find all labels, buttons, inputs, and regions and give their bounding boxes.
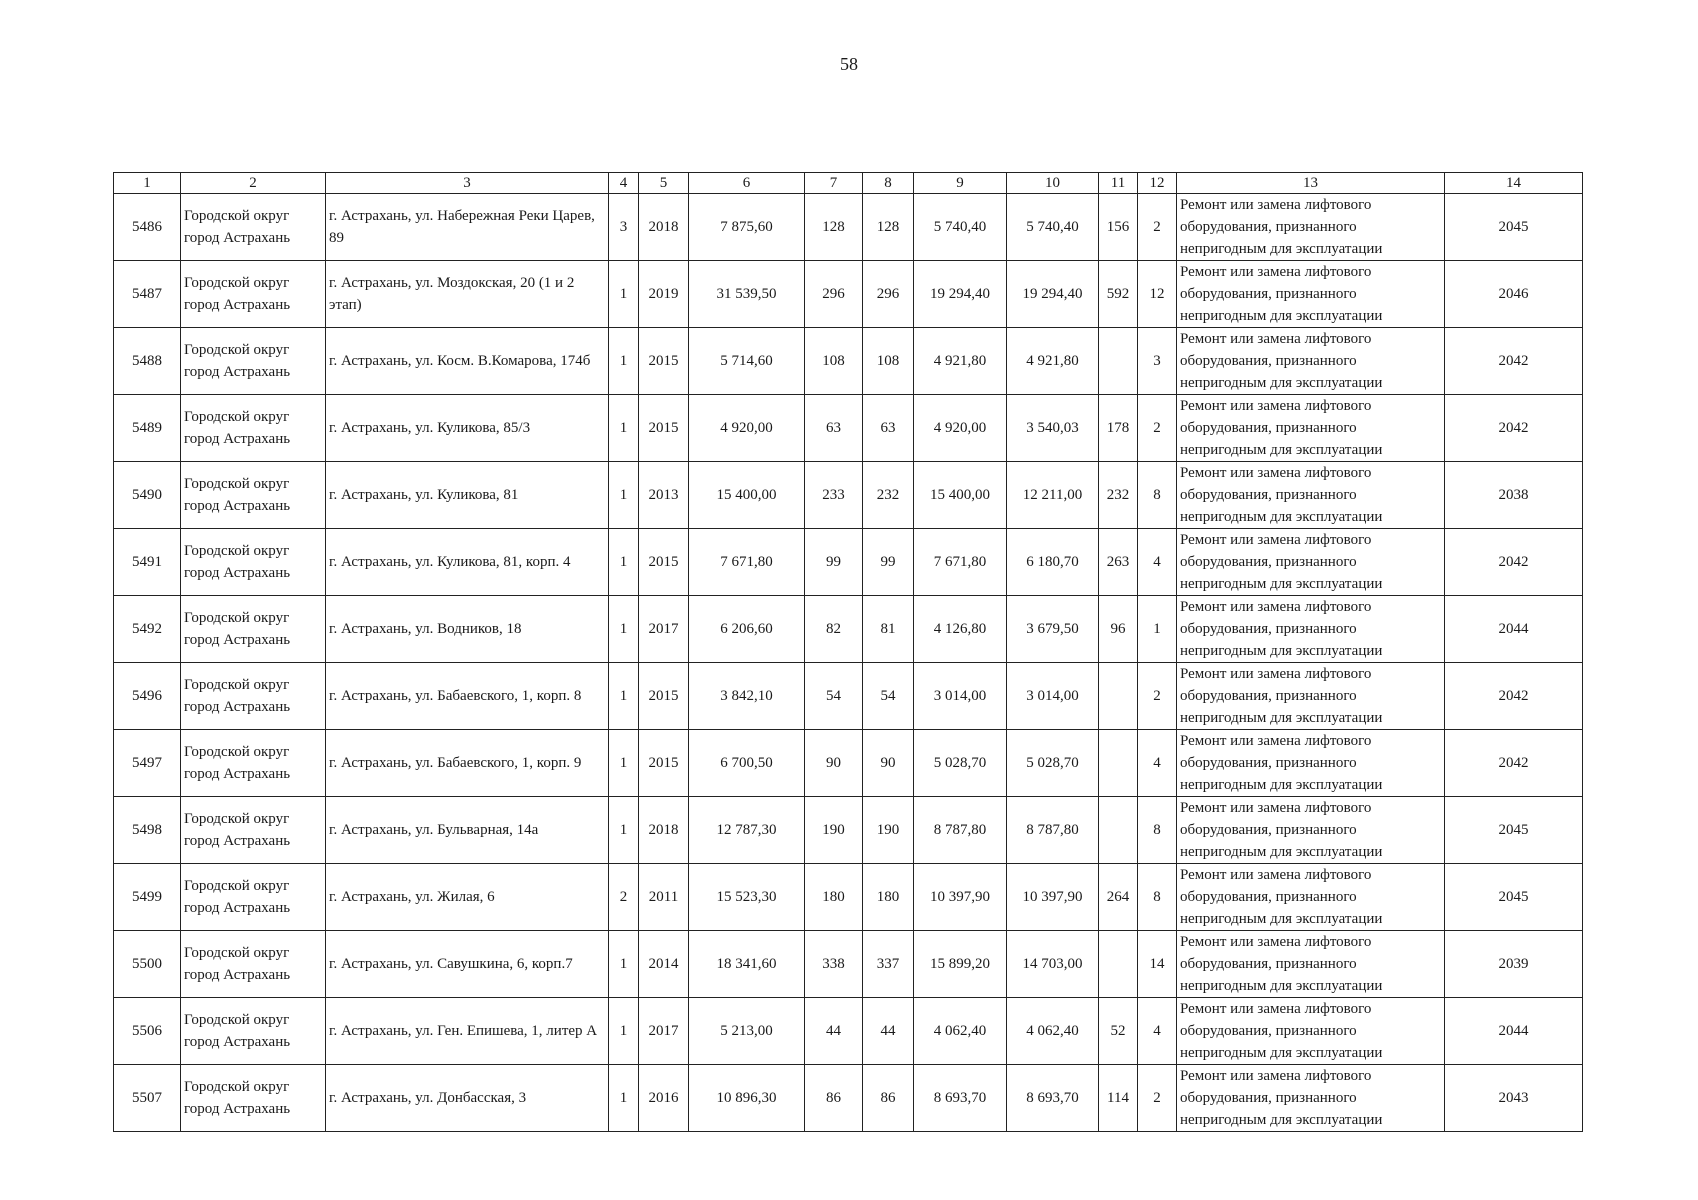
cell-planned-year: 2044 <box>1445 596 1583 663</box>
cell-row-number: 5488 <box>114 328 181 395</box>
cell-living-area: 4 062,40 <box>914 998 1007 1065</box>
cell-address: г. Астрахань, ул. Куликова, 81, корп. 4 <box>326 529 609 596</box>
cell-municipality: Городской округ город Астрахань <box>181 194 326 261</box>
table-row <box>114 596 1583 663</box>
cell-living-area: 5 028,70 <box>914 730 1007 797</box>
column-header-2: 2 <box>181 173 326 194</box>
cell-residents: 63 <box>805 395 863 462</box>
column-header-11: 11 <box>1099 173 1138 194</box>
cell-living-area: 4 921,80 <box>914 328 1007 395</box>
cell-row-number: 5486 <box>114 194 181 261</box>
cell-elevator-count: 4 <box>1138 998 1177 1065</box>
cell-elevator-count: 8 <box>1138 797 1177 864</box>
cell-municipality: Городской округ город Астрахань <box>181 998 326 1065</box>
cell-non-residential-area <box>1099 663 1138 730</box>
cell-non-residential-area: 232 <box>1099 462 1138 529</box>
cell-municipality: Городской округ город Астрахань <box>181 529 326 596</box>
capital-repair-table <box>113 172 1583 1132</box>
cell-living-area: 8 693,70 <box>914 1065 1007 1132</box>
cell-private-area: 19 294,40 <box>1007 261 1099 328</box>
cell-municipality: Городской округ город Астрахань <box>181 931 326 998</box>
cell-row-number: 5497 <box>114 730 181 797</box>
table-row <box>114 194 1583 261</box>
cell-residents: 108 <box>805 328 863 395</box>
cell-private-area: 3 679,50 <box>1007 596 1099 663</box>
cell-year: 2014 <box>639 931 689 998</box>
cell-address: г. Астрахань, ул. Моздокская, 20 (1 и 2 этап) <box>326 261 609 328</box>
cell-living-area: 7 671,80 <box>914 529 1007 596</box>
cell-private-area: 14 703,00 <box>1007 931 1099 998</box>
cell-total-area: 5 213,00 <box>689 998 805 1065</box>
cell-non-residential-area <box>1099 328 1138 395</box>
cell-total-area: 15 400,00 <box>689 462 805 529</box>
cell-municipality: Городской округ город Астрахань <box>181 261 326 328</box>
cell-residents: 128 <box>805 194 863 261</box>
cell-year: 2019 <box>639 261 689 328</box>
column-header-3: 3 <box>326 173 609 194</box>
cell-work-type: Ремонт или замена лифтового оборудования, признанного непригодным для эксплуатации <box>1177 663 1445 730</box>
cell-residents: 86 <box>805 1065 863 1132</box>
cell-non-residential-area <box>1099 730 1138 797</box>
cell-apartments: 54 <box>863 663 914 730</box>
cell-municipality: Городской округ город Астрахань <box>181 596 326 663</box>
cell-work-type: Ремонт или замена лифтового оборудования, признанного непригодным для эксплуатации <box>1177 864 1445 931</box>
cell-row-number: 5500 <box>114 931 181 998</box>
cell-planned-year: 2039 <box>1445 931 1583 998</box>
cell-planned-year: 2042 <box>1445 395 1583 462</box>
cell-elevator-count: 2 <box>1138 395 1177 462</box>
cell-residents: 99 <box>805 529 863 596</box>
cell-non-residential-area <box>1099 797 1138 864</box>
cell-row-number: 5491 <box>114 529 181 596</box>
cell-year: 2018 <box>639 797 689 864</box>
cell-living-area: 4 126,80 <box>914 596 1007 663</box>
column-header-6: 6 <box>689 173 805 194</box>
cell-address: г. Астрахань, ул. Куликова, 81 <box>326 462 609 529</box>
cell-non-residential-area: 156 <box>1099 194 1138 261</box>
table-row <box>114 931 1583 998</box>
cell-apartments: 337 <box>863 931 914 998</box>
cell-planned-year: 2043 <box>1445 1065 1583 1132</box>
cell-category: 1 <box>609 596 639 663</box>
cell-address: г. Астрахань, ул. Ген. Епишева, 1, литер А <box>326 998 609 1065</box>
cell-work-type: Ремонт или замена лифтового оборудования, признанного непригодным для эксплуатации <box>1177 730 1445 797</box>
cell-address: г. Астрахань, ул. Жилая, 6 <box>326 864 609 931</box>
cell-planned-year: 2042 <box>1445 529 1583 596</box>
column-header-14: 14 <box>1445 173 1583 194</box>
cell-residents: 338 <box>805 931 863 998</box>
cell-planned-year: 2045 <box>1445 864 1583 931</box>
cell-non-residential-area: 592 <box>1099 261 1138 328</box>
cell-category: 1 <box>609 261 639 328</box>
cell-work-type: Ремонт или замена лифтового оборудования, признанного непригодным для эксплуатации <box>1177 261 1445 328</box>
cell-address: г. Астрахань, ул. Косм. В.Комарова, 174б <box>326 328 609 395</box>
table-row <box>114 395 1583 462</box>
cell-row-number: 5487 <box>114 261 181 328</box>
cell-elevator-count: 2 <box>1138 1065 1177 1132</box>
cell-private-area: 6 180,70 <box>1007 529 1099 596</box>
cell-living-area: 19 294,40 <box>914 261 1007 328</box>
cell-total-area: 3 842,10 <box>689 663 805 730</box>
cell-apartments: 180 <box>863 864 914 931</box>
cell-living-area: 3 014,00 <box>914 663 1007 730</box>
cell-address: г. Астрахань, ул. Набережная Реки Царев, 89 <box>326 194 609 261</box>
cell-work-type: Ремонт или замена лифтового оборудования, признанного непригодным для эксплуатации <box>1177 328 1445 395</box>
cell-private-area: 5 028,70 <box>1007 730 1099 797</box>
cell-apartments: 63 <box>863 395 914 462</box>
cell-planned-year: 2038 <box>1445 462 1583 529</box>
cell-non-residential-area <box>1099 931 1138 998</box>
cell-year: 2015 <box>639 730 689 797</box>
cell-non-residential-area: 264 <box>1099 864 1138 931</box>
cell-row-number: 5492 <box>114 596 181 663</box>
cell-category: 1 <box>609 797 639 864</box>
cell-residents: 44 <box>805 998 863 1065</box>
cell-private-area: 5 740,40 <box>1007 194 1099 261</box>
cell-row-number: 5499 <box>114 864 181 931</box>
cell-private-area: 4 921,80 <box>1007 328 1099 395</box>
cell-address: г. Астрахань, ул. Бульварная, 14а <box>326 797 609 864</box>
column-header-8: 8 <box>863 173 914 194</box>
cell-residents: 82 <box>805 596 863 663</box>
cell-category: 1 <box>609 931 639 998</box>
cell-row-number: 5489 <box>114 395 181 462</box>
column-number-row <box>114 173 1583 194</box>
cell-category: 1 <box>609 998 639 1065</box>
cell-living-area: 15 899,20 <box>914 931 1007 998</box>
cell-residents: 54 <box>805 663 863 730</box>
cell-year: 2015 <box>639 395 689 462</box>
table-row <box>114 328 1583 395</box>
cell-total-area: 18 341,60 <box>689 931 805 998</box>
cell-non-residential-area: 52 <box>1099 998 1138 1065</box>
table-row <box>114 797 1583 864</box>
cell-non-residential-area: 96 <box>1099 596 1138 663</box>
cell-year: 2015 <box>639 529 689 596</box>
cell-municipality: Городской округ город Астрахань <box>181 328 326 395</box>
page-number: 58 <box>840 54 858 74</box>
column-header-5: 5 <box>639 173 689 194</box>
cell-planned-year: 2045 <box>1445 194 1583 261</box>
cell-year: 2018 <box>639 194 689 261</box>
table-header <box>114 173 1583 194</box>
cell-elevator-count: 4 <box>1138 730 1177 797</box>
table-body <box>114 194 1583 1132</box>
cell-apartments: 128 <box>863 194 914 261</box>
table-row <box>114 529 1583 596</box>
cell-apartments: 232 <box>863 462 914 529</box>
cell-year: 2015 <box>639 328 689 395</box>
column-header-1: 1 <box>114 173 181 194</box>
cell-elevator-count: 8 <box>1138 462 1177 529</box>
cell-total-area: 15 523,30 <box>689 864 805 931</box>
cell-private-area: 3 540,03 <box>1007 395 1099 462</box>
table-row <box>114 663 1583 730</box>
cell-planned-year: 2042 <box>1445 328 1583 395</box>
cell-category: 3 <box>609 194 639 261</box>
cell-non-residential-area: 178 <box>1099 395 1138 462</box>
cell-total-area: 31 539,50 <box>689 261 805 328</box>
cell-residents: 296 <box>805 261 863 328</box>
cell-address: г. Астрахань, ул. Водников, 18 <box>326 596 609 663</box>
cell-living-area: 10 397,90 <box>914 864 1007 931</box>
cell-work-type: Ремонт или замена лифтового оборудования, признанного непригодным для эксплуатации <box>1177 931 1445 998</box>
cell-address: г. Астрахань, ул. Савушкина, 6, корп.7 <box>326 931 609 998</box>
cell-apartments: 190 <box>863 797 914 864</box>
cell-elevator-count: 12 <box>1138 261 1177 328</box>
cell-apartments: 86 <box>863 1065 914 1132</box>
table-row <box>114 998 1583 1065</box>
column-header-7: 7 <box>805 173 863 194</box>
cell-municipality: Городской округ город Астрахань <box>181 797 326 864</box>
cell-year: 2015 <box>639 663 689 730</box>
cell-category: 1 <box>609 663 639 730</box>
cell-address: г. Астрахань, ул. Куликова, 85/3 <box>326 395 609 462</box>
cell-category: 1 <box>609 462 639 529</box>
cell-private-area: 8 787,80 <box>1007 797 1099 864</box>
cell-work-type: Ремонт или замена лифтового оборудования, признанного непригодным для эксплуатации <box>1177 194 1445 261</box>
cell-non-residential-area: 114 <box>1099 1065 1138 1132</box>
cell-apartments: 44 <box>863 998 914 1065</box>
cell-municipality: Городской округ город Астрахань <box>181 730 326 797</box>
cell-municipality: Городской округ город Астрахань <box>181 1065 326 1132</box>
table-row <box>114 864 1583 931</box>
cell-municipality: Городской округ город Астрахань <box>181 663 326 730</box>
cell-elevator-count: 8 <box>1138 864 1177 931</box>
cell-living-area: 5 740,40 <box>914 194 1007 261</box>
cell-category: 1 <box>609 529 639 596</box>
cell-living-area: 4 920,00 <box>914 395 1007 462</box>
cell-living-area: 8 787,80 <box>914 797 1007 864</box>
cell-total-area: 6 206,60 <box>689 596 805 663</box>
cell-planned-year: 2046 <box>1445 261 1583 328</box>
table-row <box>114 730 1583 797</box>
cell-living-area: 15 400,00 <box>914 462 1007 529</box>
cell-year: 2016 <box>639 1065 689 1132</box>
cell-planned-year: 2044 <box>1445 998 1583 1065</box>
cell-private-area: 8 693,70 <box>1007 1065 1099 1132</box>
cell-work-type: Ремонт или замена лифтового оборудования, признанного непригодным для эксплуатации <box>1177 395 1445 462</box>
cell-address: г. Астрахань, ул. Донбасская, 3 <box>326 1065 609 1132</box>
table-row <box>114 462 1583 529</box>
cell-year: 2013 <box>639 462 689 529</box>
cell-category: 1 <box>609 730 639 797</box>
cell-category: 2 <box>609 864 639 931</box>
cell-planned-year: 2045 <box>1445 797 1583 864</box>
cell-year: 2017 <box>639 596 689 663</box>
cell-private-area: 4 062,40 <box>1007 998 1099 1065</box>
cell-elevator-count: 14 <box>1138 931 1177 998</box>
cell-work-type: Ремонт или замена лифтового оборудования, признанного непригодным для эксплуатации <box>1177 462 1445 529</box>
cell-row-number: 5496 <box>114 663 181 730</box>
cell-elevator-count: 2 <box>1138 194 1177 261</box>
cell-residents: 233 <box>805 462 863 529</box>
cell-row-number: 5490 <box>114 462 181 529</box>
table-row <box>114 261 1583 328</box>
cell-apartments: 296 <box>863 261 914 328</box>
cell-total-area: 7 671,80 <box>689 529 805 596</box>
cell-residents: 190 <box>805 797 863 864</box>
cell-total-area: 12 787,30 <box>689 797 805 864</box>
cell-municipality: Городской округ город Астрахань <box>181 395 326 462</box>
cell-row-number: 5498 <box>114 797 181 864</box>
cell-municipality: Городской округ город Астрахань <box>181 462 326 529</box>
column-header-10: 10 <box>1007 173 1099 194</box>
cell-apartments: 90 <box>863 730 914 797</box>
cell-non-residential-area: 263 <box>1099 529 1138 596</box>
cell-category: 1 <box>609 395 639 462</box>
cell-elevator-count: 4 <box>1138 529 1177 596</box>
cell-private-area: 10 397,90 <box>1007 864 1099 931</box>
cell-category: 1 <box>609 328 639 395</box>
cell-work-type: Ремонт или замена лифтового оборудования, признанного непригодным для эксплуатации <box>1177 596 1445 663</box>
cell-address: г. Астрахань, ул. Бабаевского, 1, корп. 8 <box>326 663 609 730</box>
cell-elevator-count: 2 <box>1138 663 1177 730</box>
cell-residents: 180 <box>805 864 863 931</box>
column-header-9: 9 <box>914 173 1007 194</box>
cell-total-area: 4 920,00 <box>689 395 805 462</box>
cell-work-type: Ремонт или замена лифтового оборудования, признанного непригодным для эксплуатации <box>1177 797 1445 864</box>
cell-elevator-count: 3 <box>1138 328 1177 395</box>
cell-row-number: 5506 <box>114 998 181 1065</box>
cell-work-type: Ремонт или замена лифтового оборудования, признанного непригодным для эксплуатации <box>1177 529 1445 596</box>
column-header-12: 12 <box>1138 173 1177 194</box>
cell-private-area: 3 014,00 <box>1007 663 1099 730</box>
cell-category: 1 <box>609 1065 639 1132</box>
cell-address: г. Астрахань, ул. Бабаевского, 1, корп. 9 <box>326 730 609 797</box>
column-header-4: 4 <box>609 173 639 194</box>
cell-private-area: 12 211,00 <box>1007 462 1099 529</box>
cell-apartments: 81 <box>863 596 914 663</box>
column-header-13: 13 <box>1177 173 1445 194</box>
cell-apartments: 108 <box>863 328 914 395</box>
cell-total-area: 6 700,50 <box>689 730 805 797</box>
cell-residents: 90 <box>805 730 863 797</box>
cell-row-number: 5507 <box>114 1065 181 1132</box>
table-row <box>114 1065 1583 1132</box>
cell-work-type: Ремонт или замена лифтового оборудования, признанного непригодным для эксплуатации <box>1177 1065 1445 1132</box>
cell-total-area: 5 714,60 <box>689 328 805 395</box>
cell-elevator-count: 1 <box>1138 596 1177 663</box>
cell-planned-year: 2042 <box>1445 663 1583 730</box>
cell-apartments: 99 <box>863 529 914 596</box>
cell-year: 2011 <box>639 864 689 931</box>
cell-year: 2017 <box>639 998 689 1065</box>
cell-planned-year: 2042 <box>1445 730 1583 797</box>
cell-total-area: 7 875,60 <box>689 194 805 261</box>
cell-municipality: Городской округ город Астрахань <box>181 864 326 931</box>
cell-total-area: 10 896,30 <box>689 1065 805 1132</box>
cell-work-type: Ремонт или замена лифтового оборудования, признанного непригодным для эксплуатации <box>1177 998 1445 1065</box>
